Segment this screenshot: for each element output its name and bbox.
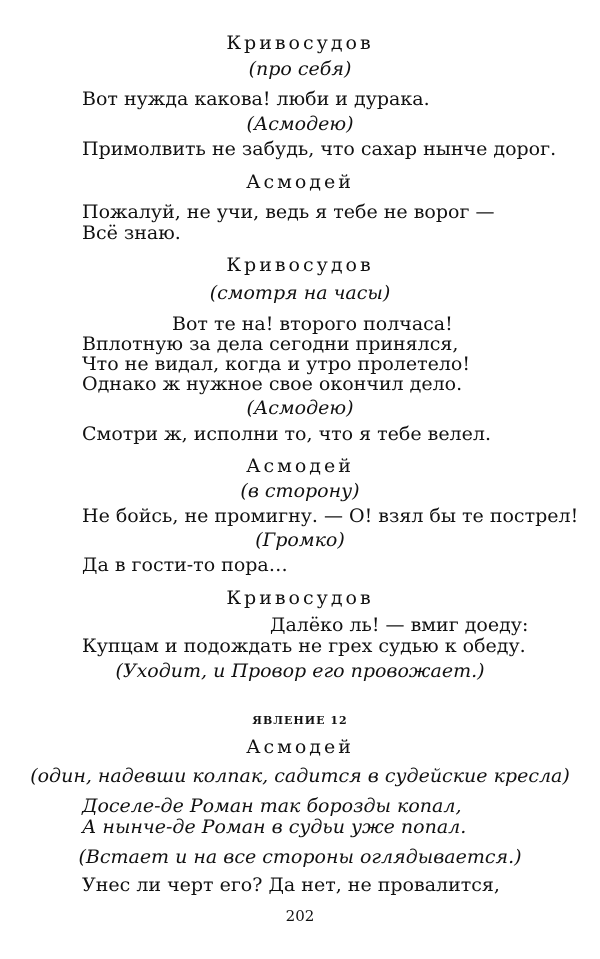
verse-line: Смотри ж, исполни то, что я тебе велел. xyxy=(82,423,491,445)
verse-line: Однако ж нужное свое окончил дело. xyxy=(82,373,463,395)
stage-direction: (один, надевши колпак, садится в судейские кресла) xyxy=(30,765,570,787)
stage-direction: (Асмодею) xyxy=(246,397,354,419)
speaker-name: Асмодей xyxy=(246,171,354,193)
verse-line: Доселе-де Роман так борозды копал, xyxy=(82,795,462,817)
verse-line: Далёко ль! — вмиг доеду: xyxy=(270,614,529,636)
verse-line: А нынче-де Роман в судьи уже попал. xyxy=(82,816,467,838)
page-number: 202 xyxy=(285,907,315,925)
verse-line: Купцам и подождать не грех судью к обеду. xyxy=(82,635,526,657)
scene-heading: ЯВЛЕНИЕ 12 xyxy=(252,714,348,727)
verse-line: Пожалуй, не учи, ведь я тебе не ворог — xyxy=(82,201,495,223)
verse-line: Унес ли черт его? Да нет, не провалится, xyxy=(82,874,500,896)
verse-line: Всё знаю. xyxy=(82,222,181,244)
verse-line: Примолвить не забудь, что сахар нынче дорог. xyxy=(82,138,557,160)
stage-direction: (смотря на часы) xyxy=(209,282,391,304)
stage-direction: (Асмодею) xyxy=(246,113,354,135)
verse-line: Вплотную за дела сегодни принялся, xyxy=(82,333,459,355)
verse-line: Вот те на! второго полчаса! xyxy=(172,313,453,335)
stage-direction: (в сторону) xyxy=(240,480,360,502)
speaker-name: Асмодей xyxy=(246,736,354,758)
stage-direction: (Уходит, и Провор его провожает.) xyxy=(115,660,485,682)
stage-direction: (Громко) xyxy=(255,529,345,551)
speaker-name: Кривосудов xyxy=(226,254,374,276)
verse-line: Что не видал, когда и утро пролетело! xyxy=(82,353,471,375)
stage-direction: (Встает и на все стороны оглядывается.) xyxy=(78,846,522,868)
verse-line: Вот нужда какова! люби и дурака. xyxy=(82,88,430,110)
speaker-name: Кривосудов xyxy=(226,587,374,609)
speaker-name: Кривосудов xyxy=(226,32,374,54)
speaker-name: Асмодей xyxy=(246,455,354,477)
verse-line: Не бойсь, не промигну. — О! взял бы те пострел! xyxy=(82,505,579,527)
stage-direction: (про себя) xyxy=(248,58,352,80)
verse-line: Да в гости-то пора… xyxy=(82,554,288,576)
